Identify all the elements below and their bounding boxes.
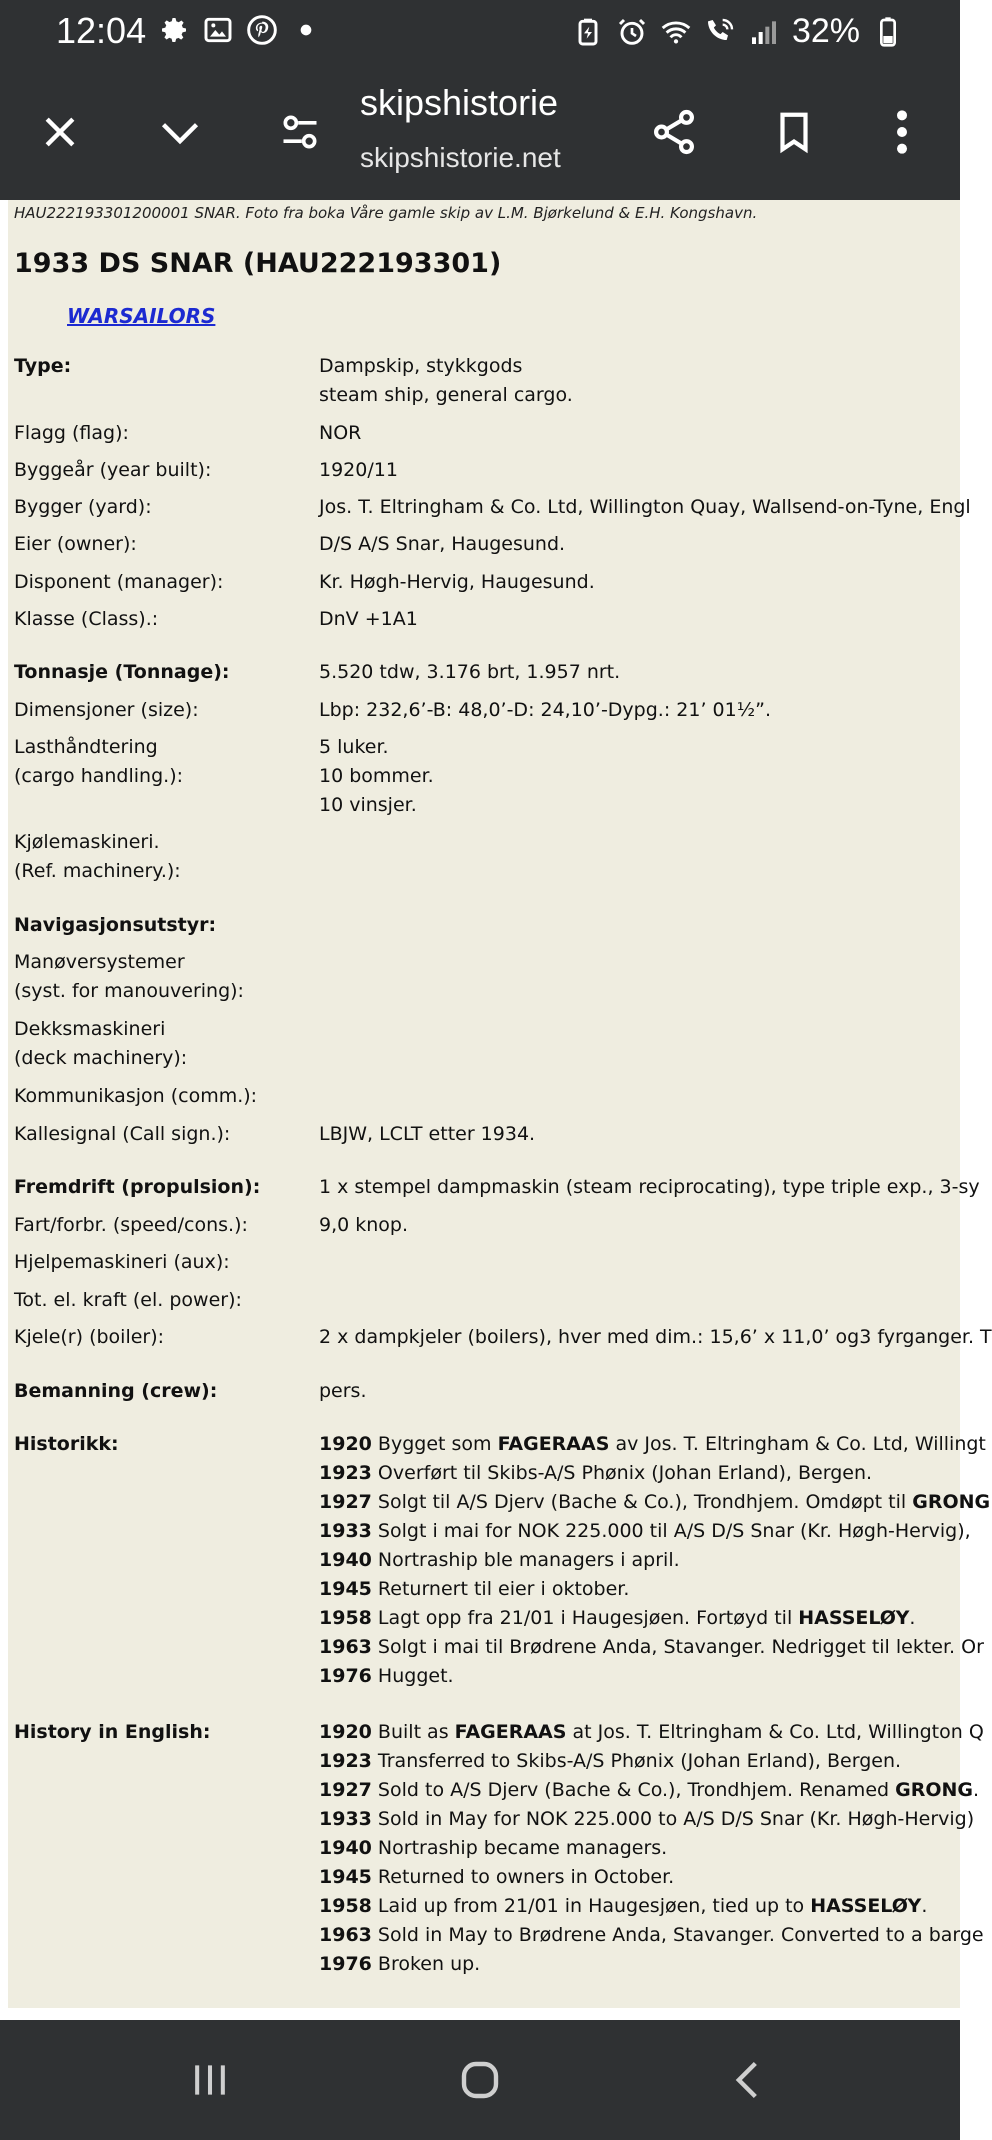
built-label: Byggeår (year built): bbox=[14, 459, 212, 481]
gear-icon bbox=[158, 14, 190, 46]
speed-label: Fart/forbr. (speed/cons.): bbox=[14, 1214, 248, 1236]
history-text: Sold in May to Brødrene Anda, Stavanger. Converted to a barge bbox=[371, 1924, 984, 1946]
history-year: 1920 bbox=[319, 1721, 372, 1743]
navigation-label: Navigasjonsutstyr: bbox=[14, 914, 217, 936]
history-text-end: . bbox=[909, 1607, 916, 1629]
dot-icon bbox=[290, 14, 322, 46]
history-text: Solgt i mai til Brødrene Anda, Stavanger. Nedrigget til lekter. Or bbox=[371, 1636, 984, 1658]
system-nav-bar bbox=[0, 2020, 960, 2140]
history-text-end: . bbox=[972, 1779, 980, 1801]
history-text-end: av Jos. T. Eltringham & Co. Ltd, Willingt bbox=[609, 1433, 986, 1455]
history-ship-name: FAGERAAS bbox=[454, 1721, 567, 1743]
history-text-end: . bbox=[921, 1895, 928, 1917]
history-ship-name: HASSELØY bbox=[810, 1895, 922, 1917]
history-entry bbox=[319, 1459, 872, 1488]
history-entry bbox=[319, 1604, 915, 1633]
ship-heading: 1933 DS SNAR (HAU222193301) bbox=[14, 248, 502, 279]
history-entry bbox=[319, 1805, 974, 1834]
crew-value: pers. bbox=[319, 1380, 367, 1402]
history-year: 1958 bbox=[319, 1895, 372, 1917]
home-icon bbox=[456, 2056, 504, 2104]
ship-record bbox=[8, 200, 992, 2008]
bookmark-button[interactable] bbox=[762, 100, 826, 164]
pinterest-icon bbox=[246, 14, 278, 46]
cargo-label-1: Lasthåndtering bbox=[14, 736, 158, 758]
status-bar bbox=[0, 0, 960, 64]
back-button[interactable] bbox=[718, 2050, 778, 2110]
close-button[interactable] bbox=[28, 100, 92, 164]
history-entry bbox=[319, 1718, 984, 1747]
battery-icon bbox=[872, 16, 904, 48]
history-year: 1945 bbox=[319, 1866, 372, 1888]
web-page[interactable] bbox=[0, 200, 992, 2020]
deck-label-2: (deck machinery): bbox=[14, 1047, 188, 1069]
signal-icon bbox=[748, 16, 780, 48]
history-entry bbox=[319, 1747, 901, 1776]
history-text: Solgt til A/S Djerv (Bache & Co.), Trondhjem. Omdøpt til bbox=[371, 1491, 913, 1513]
history-entry bbox=[319, 1662, 454, 1691]
back-icon bbox=[726, 2058, 770, 2102]
history-text: Nortraship became managers. bbox=[371, 1837, 668, 1859]
tonnage-value: 5.520 tdw, 3.176 brt, 1.957 nrt. bbox=[319, 661, 621, 683]
history-entry bbox=[319, 1488, 990, 1517]
history-ship-name: GRONG bbox=[895, 1779, 973, 1801]
battery-saver-icon bbox=[572, 16, 604, 48]
history-text: Returnert til eier i oktober. bbox=[371, 1578, 630, 1600]
site-settings-button[interactable] bbox=[268, 100, 332, 164]
history-entry bbox=[319, 1950, 480, 1979]
history-year: 1958 bbox=[319, 1607, 372, 1629]
history-text: Solgt i mai for NOK 225.000 til A/S D/S Snar (Kr. Høgh-Hervig), bbox=[371, 1520, 971, 1542]
propulsion-value: 1 x stempel dampmaskin (steam reciprocating), type triple exp., 3-sy bbox=[319, 1176, 980, 1198]
history-year: 1976 bbox=[319, 1665, 372, 1687]
tune-icon bbox=[278, 110, 322, 154]
alarm-icon bbox=[616, 16, 648, 48]
history-text: Broken up. bbox=[371, 1953, 481, 1975]
history-text: Transferred to Skibs-A/S Phønix (Johan Erland), Bergen. bbox=[371, 1750, 902, 1772]
boiler-value: 2 x dampkjeler (boilers), hver med dim.: 15,6’ x 11,0’ og3 fyrganger. T bbox=[319, 1326, 992, 1348]
history-entry bbox=[319, 1776, 979, 1805]
history-text: Overført til Skibs-A/S Phønix (Johan Erland), Bergen. bbox=[371, 1462, 873, 1484]
history-text-end: at Jos. T. Eltringham & Co. Ltd, Willington Q bbox=[566, 1721, 984, 1743]
cargo-value-1: 5 luker. bbox=[319, 736, 389, 758]
cargo-value-2: 10 bommer. bbox=[319, 765, 434, 787]
history-year: 1933 bbox=[319, 1808, 372, 1830]
history-year: 1940 bbox=[319, 1837, 372, 1859]
boiler-label: Kjele(r) (boiler): bbox=[14, 1326, 165, 1348]
page-url[interactable]: skipshistorie.net bbox=[360, 142, 561, 173]
history-year: 1920 bbox=[319, 1433, 372, 1455]
history-ship-name: FAGERAAS bbox=[497, 1433, 610, 1455]
propulsion-label: Fremdrift (propulsion): bbox=[14, 1176, 261, 1198]
gallery-icon bbox=[202, 14, 234, 46]
history-year: 1933 bbox=[319, 1520, 372, 1542]
history-entry bbox=[319, 1517, 971, 1546]
history-entry bbox=[319, 1575, 629, 1604]
yard-label: Bygger (yard): bbox=[14, 496, 152, 518]
history-entry bbox=[319, 1892, 927, 1921]
tonnage-label: Tonnasje (Tonnage): bbox=[14, 661, 230, 683]
more-vert-icon bbox=[892, 107, 912, 157]
manager-label: Disponent (manager): bbox=[14, 571, 224, 593]
owner-label: Eier (owner): bbox=[14, 533, 137, 555]
call-sign-value: LBJW, LCLT etter 1934. bbox=[319, 1123, 536, 1145]
history-year: 1927 bbox=[319, 1779, 372, 1801]
home-button[interactable] bbox=[450, 2050, 510, 2110]
history-entry bbox=[319, 1921, 984, 1950]
history-text: Bygget som bbox=[371, 1433, 498, 1455]
history-ship-name: HASSELØY bbox=[798, 1607, 910, 1629]
built-value: 1920/11 bbox=[319, 459, 398, 481]
page-title: skipshistorie bbox=[360, 82, 559, 123]
history-text: Laid up from 21/01 in Haugesjøen, tied up to bbox=[371, 1895, 811, 1917]
ref-label-2: (Ref. machinery.): bbox=[14, 860, 181, 882]
aux-label: Hjelpemaskineri (aux): bbox=[14, 1251, 230, 1273]
power-label: Tot. el. kraft (el. power): bbox=[14, 1289, 242, 1311]
cargo-label-2: (cargo handling.): bbox=[14, 765, 184, 787]
manouvering-label-1: Manøversystemer bbox=[14, 951, 185, 973]
history-text: Returned to owners in October. bbox=[371, 1866, 675, 1888]
history-entry bbox=[319, 1863, 674, 1892]
history-text: Nortraship ble managers i april. bbox=[371, 1549, 680, 1571]
history-year: 1940 bbox=[319, 1549, 372, 1571]
communication-label: Kommunikasjon (comm.): bbox=[14, 1085, 258, 1107]
battery-percent: 32% bbox=[791, 12, 860, 50]
history-text: Hugget. bbox=[371, 1665, 454, 1687]
wifi-icon bbox=[660, 16, 692, 48]
recents-button[interactable] bbox=[180, 2050, 240, 2110]
status-time: 12:04 bbox=[56, 10, 147, 51]
history-year: 1923 bbox=[319, 1462, 372, 1484]
browser-toolbar bbox=[0, 64, 960, 200]
type-value-2: steam ship, general cargo. bbox=[319, 384, 573, 406]
dimensions-label: Dimensjoner (size): bbox=[14, 699, 199, 721]
close-icon bbox=[38, 110, 82, 154]
dimensions-value: Lbp: 232,6’-B: 48,0’-D: 24,10’-Dypg.: 21’ 01½”. bbox=[319, 699, 772, 721]
history-entry bbox=[319, 1546, 680, 1575]
history-entry bbox=[319, 1633, 984, 1662]
flag-label: Flagg (flag): bbox=[14, 422, 129, 444]
history-year: 1923 bbox=[319, 1750, 372, 1772]
history-text: Built as bbox=[371, 1721, 455, 1743]
history-year: 1976 bbox=[319, 1953, 372, 1975]
manager-value: Kr. Høgh-Hervig, Haugesund. bbox=[319, 571, 595, 593]
more-options-button[interactable] bbox=[870, 100, 934, 164]
yard-value: Jos. T. Eltringham & Co. Ltd, Willington Quay, Wallsend-on-Tyne, Engl bbox=[319, 496, 971, 518]
history-year: 1963 bbox=[319, 1924, 372, 1946]
flag-value: NOR bbox=[319, 422, 362, 444]
share-icon bbox=[649, 107, 699, 157]
chevron-down-icon bbox=[155, 110, 205, 154]
owner-value: D/S A/S Snar, Haugesund. bbox=[319, 533, 566, 555]
ref-label-1: Kjølemaskineri. bbox=[14, 831, 160, 853]
class-value: DnV +1A1 bbox=[319, 608, 418, 630]
recents-icon bbox=[188, 2058, 232, 2102]
history-entry bbox=[319, 1430, 986, 1459]
class-label: Klasse (Class).: bbox=[14, 608, 159, 630]
history-year: 1927 bbox=[319, 1491, 372, 1513]
photo-caption: HAU222193301200001 SNAR. Foto fra boka Våre gamle skip av L.M. Bjørkelund & E.H. Kongshavn. bbox=[14, 204, 758, 222]
bookmark-icon bbox=[771, 107, 817, 157]
type-label: Type: bbox=[14, 355, 72, 377]
history-entry bbox=[319, 1834, 667, 1863]
history-text: Sold in May for NOK 225.000 to A/S D/S Snar (Kr. Høgh-Hervig) bbox=[371, 1808, 975, 1830]
share-button[interactable] bbox=[642, 100, 706, 164]
type-value-1: Dampskip, stykkgods bbox=[319, 355, 523, 377]
history-text: Lagt opp fra 21/01 i Haugesjøen. Fortøyd til bbox=[371, 1607, 799, 1629]
history-label: Historikk: bbox=[14, 1433, 119, 1455]
cargo-value-3: 10 vinsjer. bbox=[319, 794, 417, 816]
history-year: 1963 bbox=[319, 1636, 372, 1658]
wifi-calling-icon bbox=[704, 16, 736, 48]
speed-value: 9,0 knop. bbox=[319, 1214, 409, 1236]
minimize-button[interactable] bbox=[148, 100, 212, 164]
history-text: Sold to A/S Djerv (Bache & Co.), Trondhjem. Renamed bbox=[371, 1779, 896, 1801]
history-english-label: History in English: bbox=[14, 1721, 211, 1743]
warsailors-link[interactable]: WARSAILORS bbox=[67, 304, 216, 328]
history-year: 1945 bbox=[319, 1578, 372, 1600]
history-ship-name: GRONG bbox=[912, 1491, 991, 1513]
crew-label: Bemanning (crew): bbox=[14, 1380, 218, 1402]
call-sign-label: Kallesignal (Call sign.): bbox=[14, 1123, 231, 1145]
manouvering-label-2: (syst. for manouvering): bbox=[14, 980, 244, 1002]
deck-label-1: Dekksmaskineri bbox=[14, 1018, 166, 1040]
